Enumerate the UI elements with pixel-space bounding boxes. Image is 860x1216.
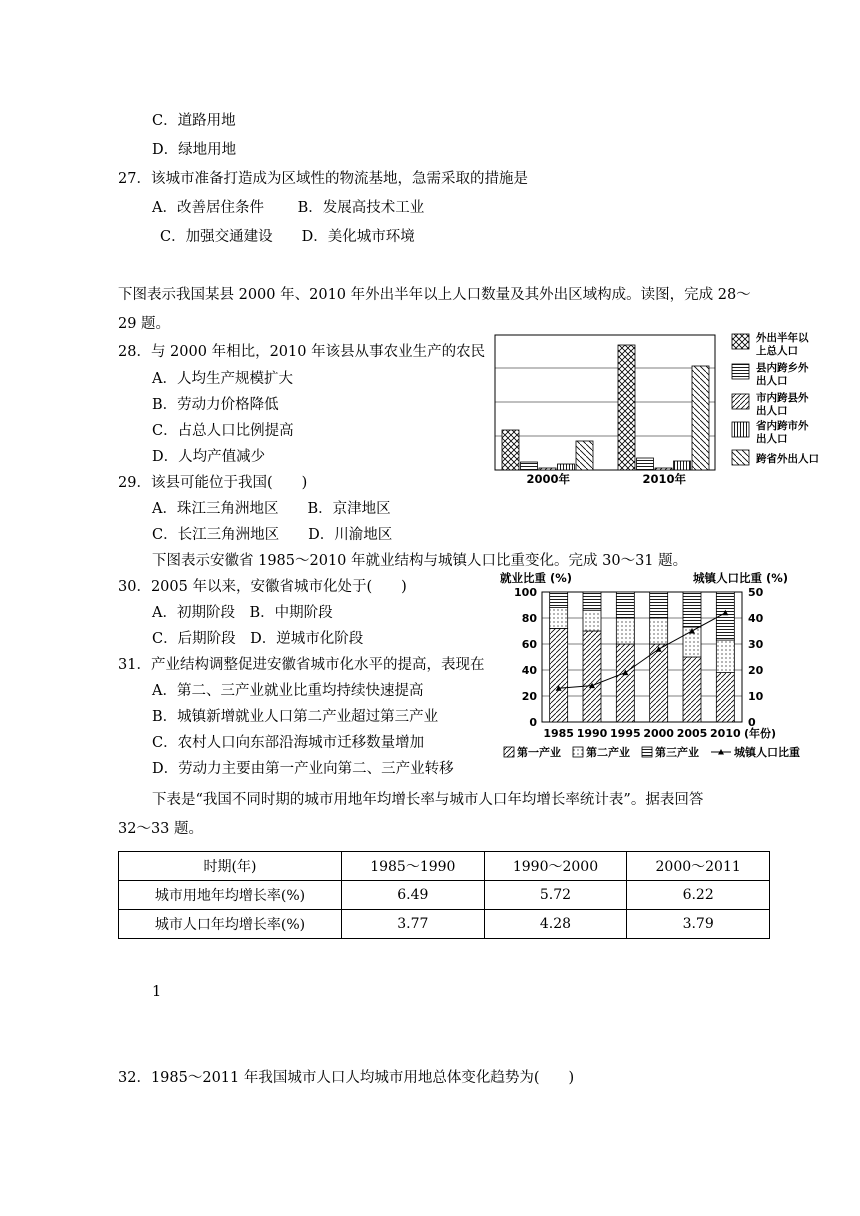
table-header-cell: 2000～2011 — [627, 852, 770, 881]
question-30-options-cd: C．后期阶段 D．逆城市化阶段 — [152, 631, 364, 647]
table-cell: 6.22 — [627, 881, 770, 910]
bar — [521, 462, 538, 470]
y2-tick-label: 40 — [748, 612, 764, 625]
bar — [655, 468, 672, 470]
question-30-options-ab: A．初期阶段 B．中期阶段 — [152, 605, 333, 621]
legend-swatch — [732, 334, 749, 349]
legend-label: 外出半年以 — [756, 332, 809, 344]
y-tick-label: 40 — [521, 664, 537, 677]
x-tick-label: 2005 — [676, 727, 708, 740]
bar-segment — [583, 610, 601, 631]
x-tick-label: 1990 — [576, 727, 608, 740]
legend-label: 市内跨县外 — [756, 392, 809, 404]
legend-label: 上总人口 — [756, 345, 798, 357]
bar — [637, 458, 654, 470]
question-31-option-d: D．劳动力主要由第一产业向第二、三产业转移 — [152, 761, 454, 777]
category-label: 2000年 — [526, 472, 571, 486]
y-tick-label: 80 — [521, 612, 537, 625]
table-header-cell: 1990～2000 — [484, 852, 627, 881]
bar-segment — [616, 592, 634, 618]
bar-segment — [716, 640, 734, 673]
bar — [576, 441, 593, 470]
plot-frame — [542, 592, 742, 722]
bar-segment — [616, 644, 634, 722]
table-cell: 6.49 — [342, 881, 485, 910]
bar-segment — [550, 592, 568, 608]
question-30: 30．2005 年以来，安徽省城市化处于( ) — [118, 579, 407, 595]
question-28-option-b: B．劳动力价格降低 — [152, 397, 279, 413]
question-29-options-ab: A．珠江三角洲地区 B．京津地区 — [152, 501, 391, 517]
legend-label: 省内跨市外 — [756, 420, 809, 432]
table-row — [119, 881, 770, 910]
y2-tick-label: 10 — [748, 690, 764, 703]
bar-segment — [650, 644, 668, 722]
legend-swatch — [732, 422, 749, 437]
y2-tick-label: 20 — [748, 664, 764, 677]
legend-label: 跨省外出人口 — [756, 453, 819, 465]
question-28-option-d: D．人均产值减少 — [152, 449, 266, 465]
x-tick-label: 2010 — [710, 727, 741, 740]
x-tick-label: 1985 — [543, 727, 574, 740]
table-cell: 4.28 — [484, 910, 627, 939]
y2-tick-label: 30 — [748, 638, 764, 651]
page-number: 1 — [152, 984, 162, 1000]
growth-rate-table — [118, 851, 770, 939]
x-axis-title: (年份) — [744, 727, 777, 740]
x-tick-label: 2000 — [643, 727, 674, 740]
y-tick-label: 100 — [514, 586, 537, 599]
question-27: 27．该城市准备打造成为区域性的物流基地，急需采取的措施是 — [118, 171, 528, 187]
bar-segment — [583, 592, 601, 610]
bar-segment — [550, 608, 568, 629]
bar-segment — [683, 592, 701, 627]
bar — [674, 461, 691, 470]
question-31-option-b: B．城镇新增就业人口第二产业超过第三产业 — [152, 709, 439, 725]
table-row — [119, 910, 770, 939]
y2-axis-title: 城镇人口比重 (%) — [692, 571, 788, 585]
bar-segment — [616, 618, 634, 644]
intro-28-29-line2: 29 题。 — [118, 316, 171, 332]
bar — [502, 430, 519, 470]
bar-segment — [650, 618, 668, 644]
bar-segment — [650, 592, 668, 618]
question-28-option-c: C．占总人口比例提高 — [152, 423, 294, 439]
legend-label: 第三产业 — [655, 746, 699, 759]
question-27-options-cd: C．加强交通建设 D．美化城市环境 — [160, 229, 415, 245]
legend-label: 出人口 — [756, 375, 788, 387]
bar-segment — [683, 657, 701, 722]
legend-label: 第一产业 — [517, 746, 561, 759]
y2-tick-label: 50 — [748, 586, 764, 599]
option-c-line: C．道路用地 — [152, 113, 236, 129]
table-header-row — [119, 852, 770, 881]
question-31-option-c: C．农村人口向东部沿海城市迁移数量增加 — [152, 735, 425, 751]
table-cell: 3.77 — [342, 910, 485, 939]
y-tick-label: 20 — [521, 690, 537, 703]
bar-segment — [716, 673, 734, 722]
bar-segment — [550, 628, 568, 722]
x-tick-label: 1995 — [610, 727, 641, 740]
question-29: 29．该县可能位于我国( ) — [118, 475, 308, 491]
legend-label: 县内跨乡外 — [756, 362, 809, 374]
y-tick-label: 60 — [521, 638, 537, 651]
employment-structure-chart — [496, 568, 826, 766]
table-cell: 5.72 — [484, 881, 627, 910]
y-tick-label: 0 — [529, 716, 537, 729]
intro-30-31: 下图表示安徽省 1985～2010 年就业结构与城镇人口比重变化。完成 30～31 题。 — [152, 553, 688, 569]
question-28-option-a: A．人均生产规模扩大 — [152, 371, 293, 387]
legend-label: 出人口 — [756, 433, 788, 445]
legend-swatch — [642, 747, 652, 757]
bar-segment — [583, 631, 601, 722]
legend-label: 城镇人口比重 — [734, 746, 800, 759]
question-27-options-ab: A．改善居住条件 B．发展高技术工业 — [152, 200, 425, 216]
legend-swatch — [504, 747, 514, 757]
option-d-line: D．绿地用地 — [152, 142, 237, 158]
question-28: 28．与 2000 年相比，2010 年该县从事农业生产的农民 — [118, 344, 486, 360]
bar — [692, 366, 709, 470]
question-32: 32．1985～2011 年我国城市人口人均城市用地总体变化趋势为( ) — [118, 1070, 575, 1086]
bar — [558, 464, 575, 470]
table-cell: 城市人口年均增长率(%) — [119, 910, 342, 939]
legend-swatch — [573, 747, 583, 757]
intro-32-33-line2: 32～33 题。 — [118, 821, 204, 837]
legend-swatch — [732, 450, 749, 465]
bar — [618, 345, 635, 470]
y-axis-title: 就业比重 (%) — [500, 571, 573, 585]
question-29-options-cd: C．长江三角洲地区 D．川渝地区 — [152, 527, 393, 543]
question-31-option-a: A．第二、三产业就业比重均持续快速提高 — [152, 683, 424, 699]
intro-32-33-line1: 下表是“我国不同时期的城市用地年均增长率与城市人口年均增长率统计表”。据表回答 — [152, 792, 704, 808]
question-31: 31．产业结构调整促进安徽省城市化水平的提高，表现在 — [118, 657, 485, 673]
category-label: 2010年 — [642, 472, 687, 486]
legend-swatch — [732, 394, 749, 409]
legend-swatch — [732, 364, 749, 379]
y2-tick-label: 0 — [748, 716, 756, 729]
outbound-population-chart — [490, 330, 840, 490]
table-header-cell: 1985～1990 — [342, 852, 485, 881]
legend-label: 第二产业 — [586, 746, 630, 759]
table-cell: 城市用地年均增长率(%) — [119, 881, 342, 910]
legend-label: 出人口 — [756, 405, 788, 417]
bar — [539, 468, 556, 470]
plot-frame — [495, 335, 715, 470]
intro-28-29-line1: 下图表示我国某县 2000 年、2010 年外出半年以上人口数量及其外出区域构成。读图，完成 28～ — [118, 287, 751, 303]
table-cell: 3.79 — [627, 910, 770, 939]
table-header-cell: 时期(年) — [119, 852, 342, 881]
